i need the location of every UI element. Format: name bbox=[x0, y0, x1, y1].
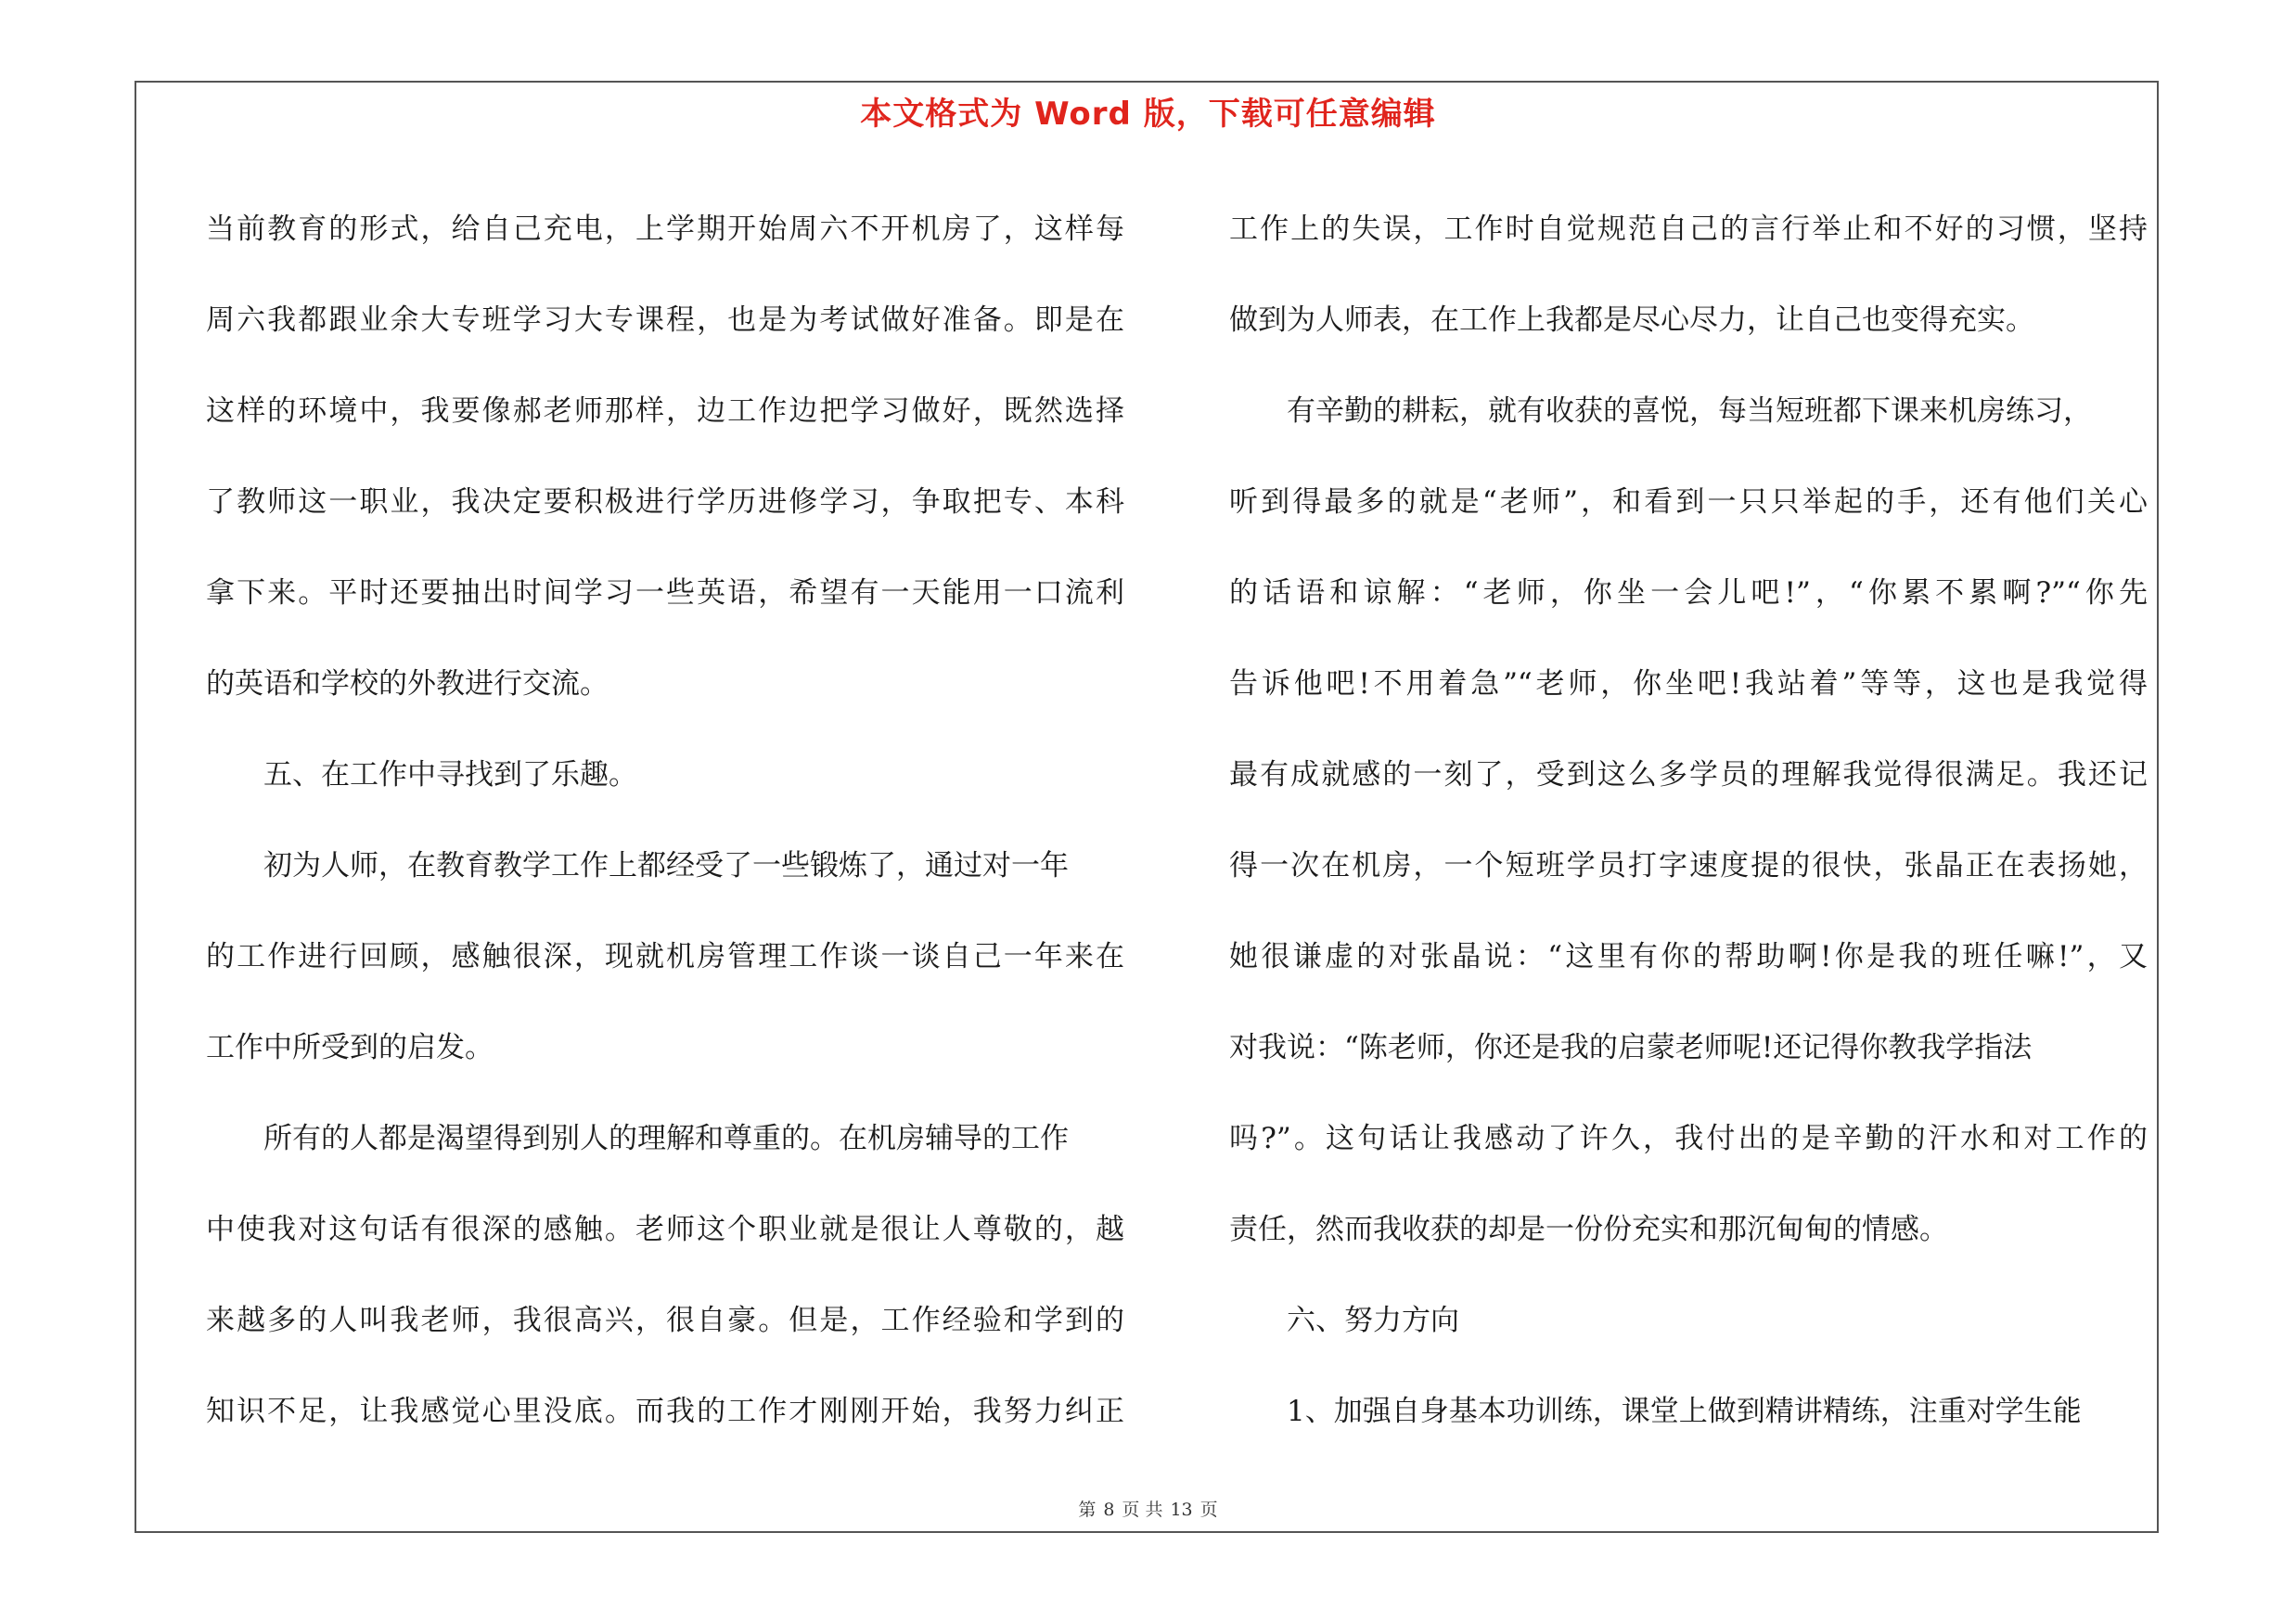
text-line: 的工作进行回顾，感触很深，现就机房管理工作谈一谈自己一年来在 bbox=[206, 940, 1124, 973]
text-line: 初为人师，在教育教学工作上都经受了一些锻炼了，通过对一年 bbox=[263, 849, 1069, 882]
text-line: 吗?”。这句话让我感动了许久，我付出的是辛勤的汗水和对工作的 bbox=[1229, 1122, 2148, 1155]
text-line: 有辛勤的耕耘，就有收获的喜悦，每当短班都下课来机房练习， bbox=[1287, 394, 2092, 428]
text-line: 她很谦虚的对张晶说：“这里有你的帮助啊!你是我的班任嘛!”，又 bbox=[1229, 940, 2148, 973]
footer-prefix: 第 bbox=[1078, 1500, 1097, 1520]
text-line: 告诉他吧!不用着急”“老师，你坐吧!我站着”等等，这也是我觉得 bbox=[1229, 667, 2148, 701]
text-line: 做到为人师表，在工作上我都是尽心尽力，让自己也变得充实。 bbox=[1229, 303, 2034, 337]
text-line: 的话语和谅解：“老师，你坐一会儿吧!”，“你累不累啊?”“你先 bbox=[1229, 576, 2148, 610]
document-header-banner: 本文格式为 Word 版，下载可任意编辑 bbox=[860, 96, 1436, 133]
section-heading: 五、在工作中寻找到了乐趣。 bbox=[263, 758, 637, 792]
text-line: 这样的环境中，我要像郝老师那样，边工作边把学习做好，既然选择 bbox=[206, 394, 1124, 428]
text-line: 责任，然而我收获的却是一份份充实和那沉甸甸的情感。 bbox=[1229, 1213, 1948, 1246]
text-line: 拿下来。平时还要抽出时间学习一些英语，希望有一天能用一口流利 bbox=[206, 576, 1124, 610]
text-line: 中使我对这句话有很深的感触。老师这个职业就是很让人尊敬的，越 bbox=[206, 1213, 1124, 1246]
footer-suffix: 页 bbox=[1199, 1500, 1218, 1520]
text-line: 知识不足，让我感觉心里没底。而我的工作才刚刚开始，我努力纠正 bbox=[206, 1395, 1124, 1428]
right-text-column bbox=[1229, 184, 2157, 1457]
footer-middle: 页 共 bbox=[1122, 1500, 1163, 1520]
current-page-number: 8 bbox=[1103, 1500, 1115, 1520]
text-line: 工作中所受到的启发。 bbox=[206, 1031, 494, 1064]
text-line: 对我说：“陈老师，你还是我的启蒙老师呢!还记得你教我学指法 bbox=[1229, 1031, 2033, 1064]
page-number-footer bbox=[0, 1496, 2296, 1521]
text-line: 的英语和学校的外教进行交流。 bbox=[206, 667, 609, 701]
text-line: 1、加强自身基本功训练，课堂上做到精讲精练，注重对学生能 bbox=[1287, 1395, 2082, 1428]
text-line: 听到得最多的就是“老师”，和看到一只只举起的手，还有他们关心 bbox=[1229, 485, 2148, 519]
text-line: 了教师这一职业，我决定要积极进行学历进修学习，争取把专、本科 bbox=[206, 485, 1124, 519]
section-heading: 六、努力方向 bbox=[1287, 1304, 1459, 1337]
left-text-column bbox=[206, 184, 1134, 1457]
total-page-count: 13 bbox=[1170, 1500, 1193, 1520]
text-line: 工作上的失误，工作时自觉规范自己的言行举止和不好的习惯，坚持 bbox=[1229, 213, 2148, 246]
text-line: 最有成就感的一刻了，受到这么多学员的理解我觉得很满足。我还记 bbox=[1229, 758, 2148, 792]
text-line: 所有的人都是渴望得到别人的理解和尊重的。在机房辅导的工作 bbox=[263, 1122, 1069, 1155]
text-line: 来越多的人叫我老师，我很高兴，很自豪。但是，工作经验和学到的 bbox=[206, 1304, 1124, 1337]
text-line: 当前教育的形式，给自己充电，上学期开始周六不开机房了，这样每 bbox=[206, 213, 1124, 246]
text-line: 得一次在机房，一个短班学员打字速度提的很快，张晶正在表扬她， bbox=[1229, 849, 2148, 882]
text-line: 周六我都跟业余大专班学习大专课程，也是为考试做好准备。即是在 bbox=[206, 303, 1124, 337]
